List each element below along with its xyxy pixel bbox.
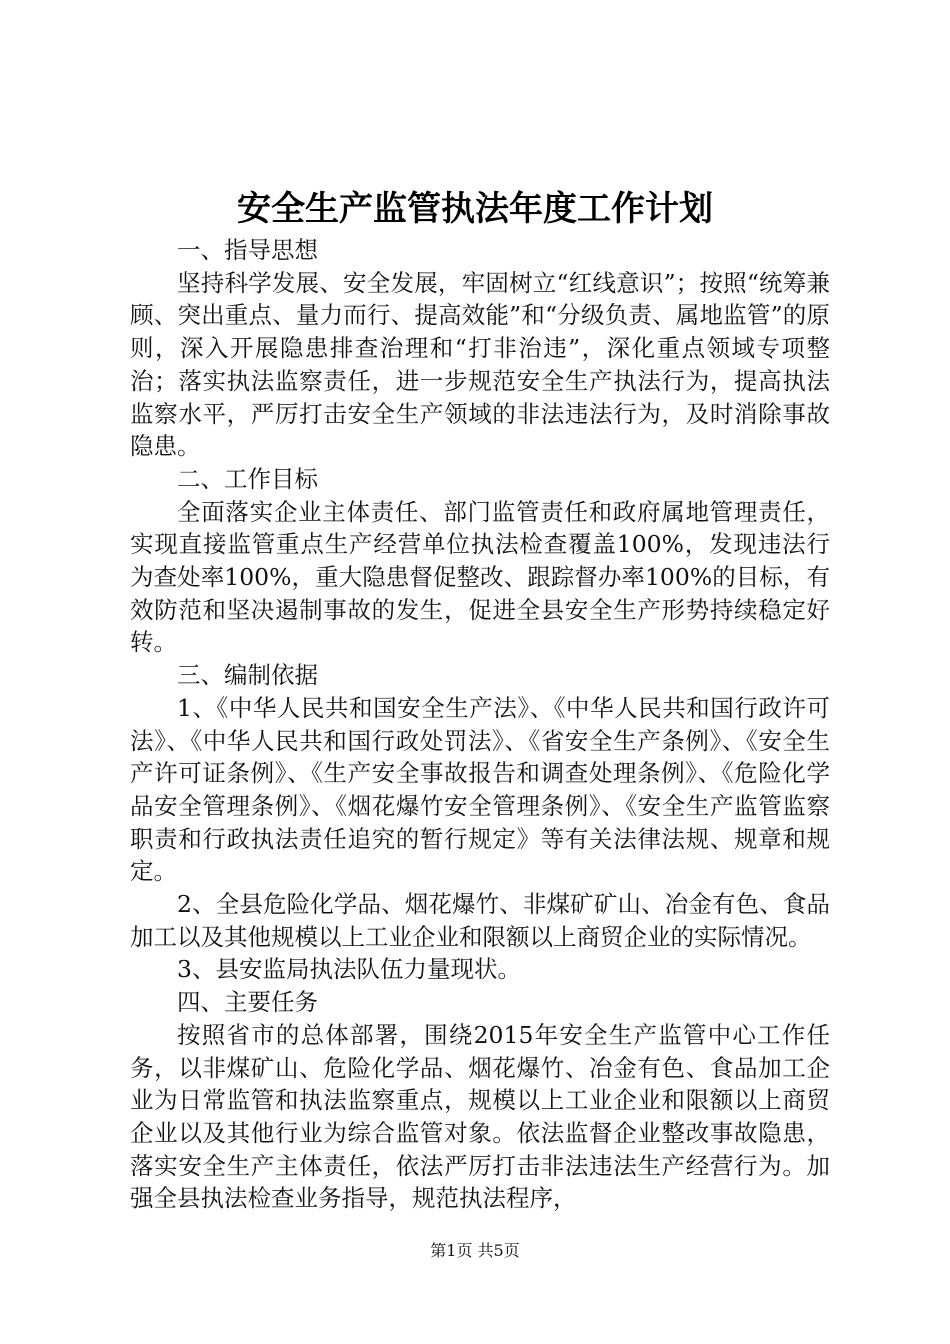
section-heading-work-goals: 二、工作目标 — [177, 464, 318, 493]
section-heading-guiding-ideology: 一、指导思想 — [177, 236, 318, 264]
paragraph-basis-1: 1、《中华人民共和国安全生产法》、《中华人民共和国行政许可法》、《中华人民共和国行政处罚法》、《省安全生产条例》、《安全生产许可证条例》、《生产安全事故报告和调查处理条例》、《危险化学品安全管理条例》、《烟花爆竹安全管理条例》、《安全生产监管监察职责和行政执法责任追究的暂行规定》等有关法律法规、规章和规定。 — [130, 693, 830, 886]
section-heading-main-tasks: 四、主要任务 — [177, 988, 318, 1017]
paragraph-main-tasks: 按照省市的总体部署，围绕2015年安全生产监管中心工作任务，以非煤矿山、危险化学品、烟花爆竹、冶金有色、食品加工企业为日常监管和执法监察重点，规模以上工业企业和限额以上商贸企业以及其他行业为综合监管对象。依法监督企业整改事故隐患，落实安全生产主体责任，依法严厉打击非法违法生产经营行为。加强全县执法检查业务指导，规范执法程序， — [130, 1020, 830, 1213]
paragraph-guiding-ideology: 坚持科学发展、安全发展，牢固树立“红线意识”；按照“统筹兼顾、突出重点、量力而行、提高效能”和“分级负责、属地监管”的原则，深入开展隐患排查治理和“打非治违”，深化重点领域专项整治；落实执法监察责任，进一步规范安全生产执法行为，提高执法监察水平，严厉打击安全生产领域的非法违法行为，及时消除事故隐患。 — [130, 268, 830, 461]
document-title: 安全生产监管执法年度工作计划 — [237, 189, 713, 229]
paragraph-work-goals: 全面落实企业主体责任、部门监管责任和政府属地管理责任，实现直接监管重点生产经营单位执法检查覆盖100%，发现违法行为查处率100%，重大隐患督促整改、跟踪督办率100%的目标，有效防范和坚决遏制事故的发生，促进全县安全生产形势持续稳定好转。 — [130, 497, 830, 657]
section-heading-basis: 三、编制依据 — [177, 661, 318, 690]
paragraph-basis-2: 2、全县危险化学品、烟花爆竹、非煤矿矿山、冶金有色、食品加工以及其他规模以上工业企业和限额以上商贸企业的实际情况。 — [130, 890, 830, 951]
page-number-footer: 第1页 共5页 — [430, 1241, 520, 1260]
document-body — [130, 234, 830, 1215]
paragraph-basis-3: 3、县安监局执法队伍力量现状。 — [177, 955, 521, 984]
